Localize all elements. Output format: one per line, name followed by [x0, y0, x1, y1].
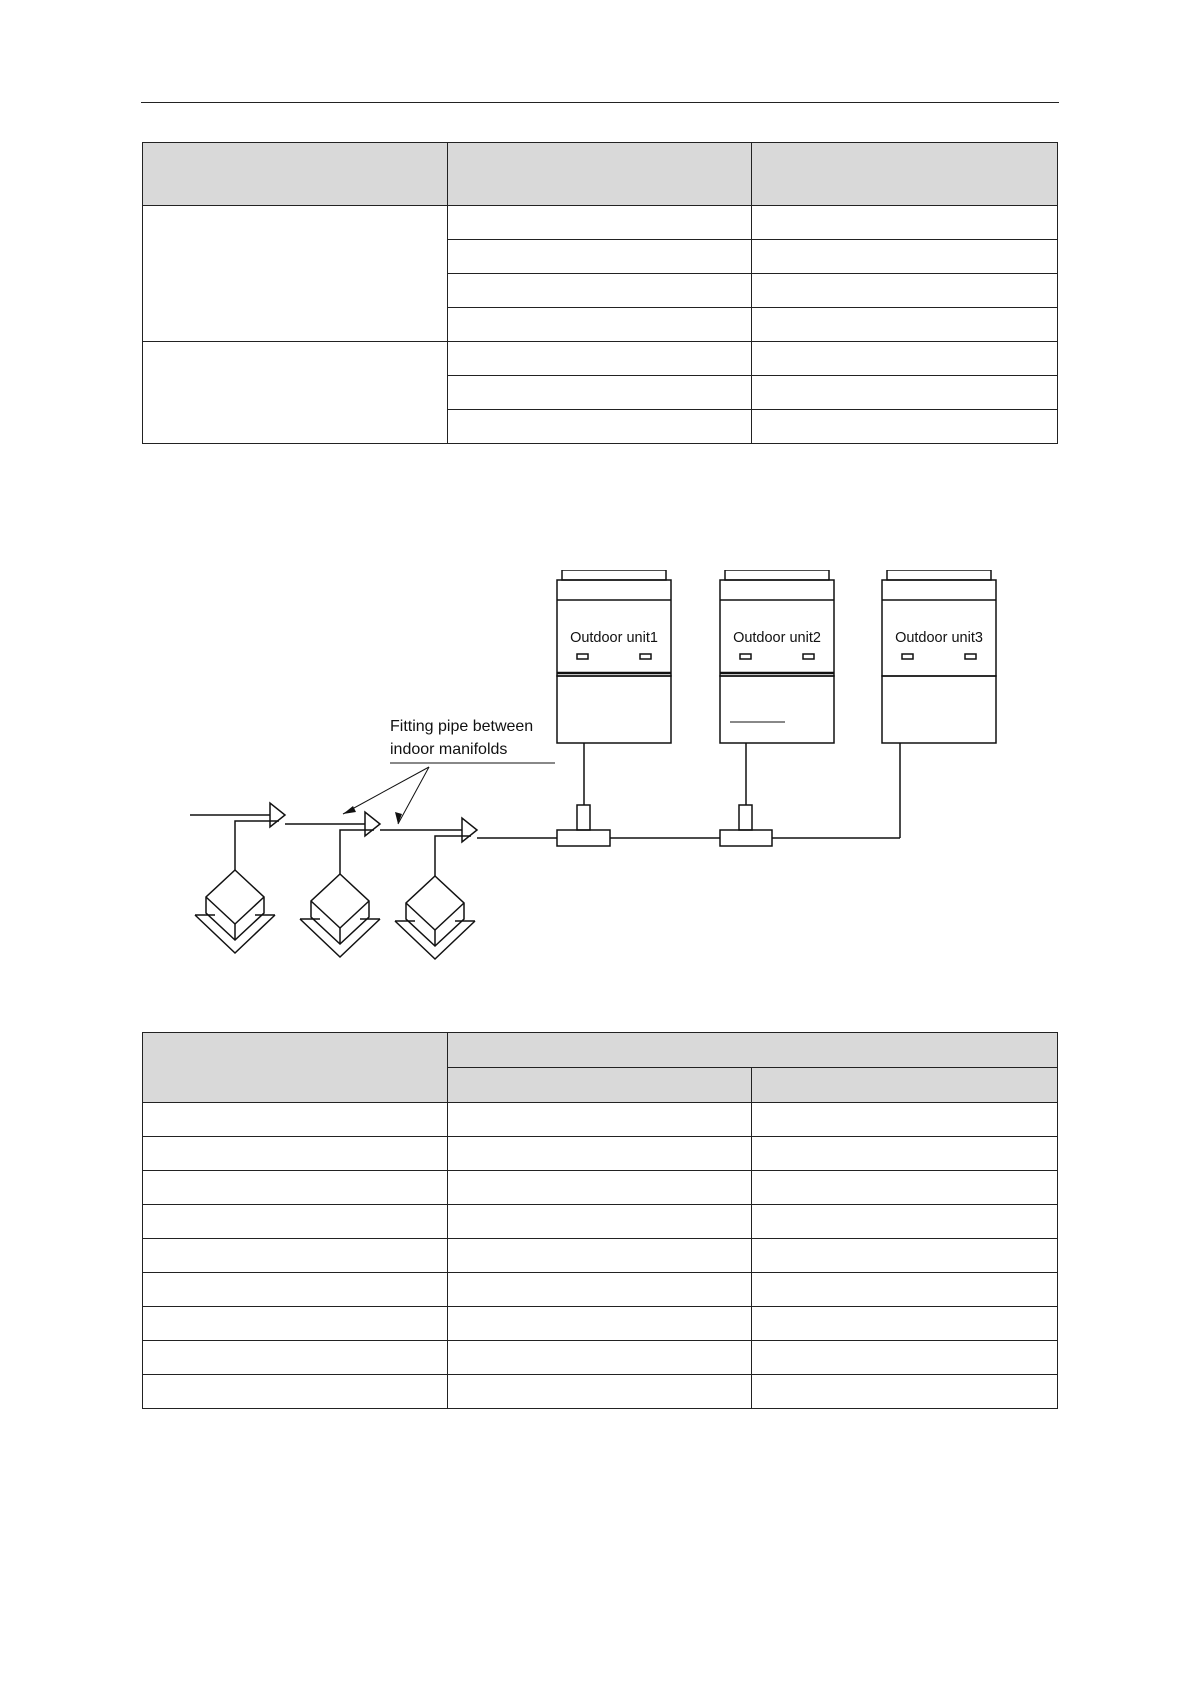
- indoor-unit-2: [300, 874, 380, 957]
- table2-cell: [448, 1239, 752, 1273]
- table2-cell: [752, 1205, 1058, 1239]
- table2-cell: [143, 1137, 448, 1171]
- manifold-arrow-3: [462, 818, 477, 842]
- piping-diagram: [190, 570, 1050, 985]
- outdoor-unit-1-label: Outdoor unit1: [570, 630, 658, 646]
- tee-joint-2: [720, 805, 772, 846]
- table2-cell: [448, 1341, 752, 1375]
- table2-cell: [143, 1273, 448, 1307]
- outdoor-unit-3: [882, 570, 996, 743]
- table2-cell: [448, 1137, 752, 1171]
- page-header-rule: [141, 102, 1059, 103]
- table2-cell: [752, 1375, 1058, 1409]
- outdoor-unit-2-label: Outdoor unit2: [733, 630, 821, 646]
- table1-cell: [448, 274, 752, 308]
- outdoor-unit-3-label: Outdoor unit3: [895, 630, 983, 646]
- manifold-arrow-2: [365, 812, 380, 836]
- table2-cell: [448, 1307, 752, 1341]
- leader-arrowhead-1: [343, 806, 356, 814]
- table2-cell: [143, 1171, 448, 1205]
- table1-cell: [752, 274, 1058, 308]
- table2-cell: [752, 1307, 1058, 1341]
- table2-cell: [143, 1103, 448, 1137]
- table2-cell: [143, 1375, 448, 1409]
- manifold-arrow-1: [270, 803, 285, 827]
- table2-cell: [143, 1307, 448, 1341]
- table1-header-cell: [143, 143, 448, 206]
- outdoor-unit-2: [720, 570, 834, 743]
- table2-cell: [448, 1205, 752, 1239]
- table2-subheader-cell: [448, 1068, 752, 1103]
- annotation-line-1: Fitting pipe between: [390, 718, 534, 735]
- table2-cell: [448, 1171, 752, 1205]
- indoor-unit-3: [395, 876, 475, 959]
- table1-cell: [752, 410, 1058, 444]
- table1-cell: [752, 308, 1058, 342]
- table2-cell: [448, 1103, 752, 1137]
- table1-cell: [752, 342, 1058, 376]
- table1-group-cell: [143, 206, 448, 342]
- table2-header-cell: [143, 1033, 448, 1103]
- indoor-unit-1: [195, 870, 275, 953]
- table2-header-cell: [448, 1033, 1058, 1068]
- table1-cell: [448, 206, 752, 240]
- table1-header-cell: [448, 143, 752, 206]
- tee-joint-1: [557, 805, 610, 846]
- table1-cell: [448, 376, 752, 410]
- table1-header-cell: [752, 143, 1058, 206]
- annotation-line-2: indoor manifolds: [390, 741, 508, 758]
- table2-cell: [448, 1273, 752, 1307]
- table1-cell: [752, 376, 1058, 410]
- table2-cell: [752, 1239, 1058, 1273]
- table1-cell: [752, 240, 1058, 274]
- table1-group-cell: [143, 342, 448, 444]
- table2-cell: [752, 1103, 1058, 1137]
- table2-cell: [752, 1273, 1058, 1307]
- table2-cell: [143, 1341, 448, 1375]
- outdoor-unit-1: [557, 570, 671, 743]
- table2-cell: [143, 1205, 448, 1239]
- table2-subheader-cell: [752, 1068, 1058, 1103]
- table2-cell: [752, 1341, 1058, 1375]
- table2-cell: [143, 1239, 448, 1273]
- pipe-table-top: [142, 142, 1058, 444]
- table1-cell: [752, 206, 1058, 240]
- table1-cell: [448, 342, 752, 376]
- pipe-table-bottom: [142, 1032, 1058, 1409]
- table2-cell: [752, 1171, 1058, 1205]
- table1-cell: [448, 308, 752, 342]
- table1-cell: [448, 240, 752, 274]
- table1-cell: [448, 410, 752, 444]
- table2-cell: [448, 1375, 752, 1409]
- table2-cell: [752, 1137, 1058, 1171]
